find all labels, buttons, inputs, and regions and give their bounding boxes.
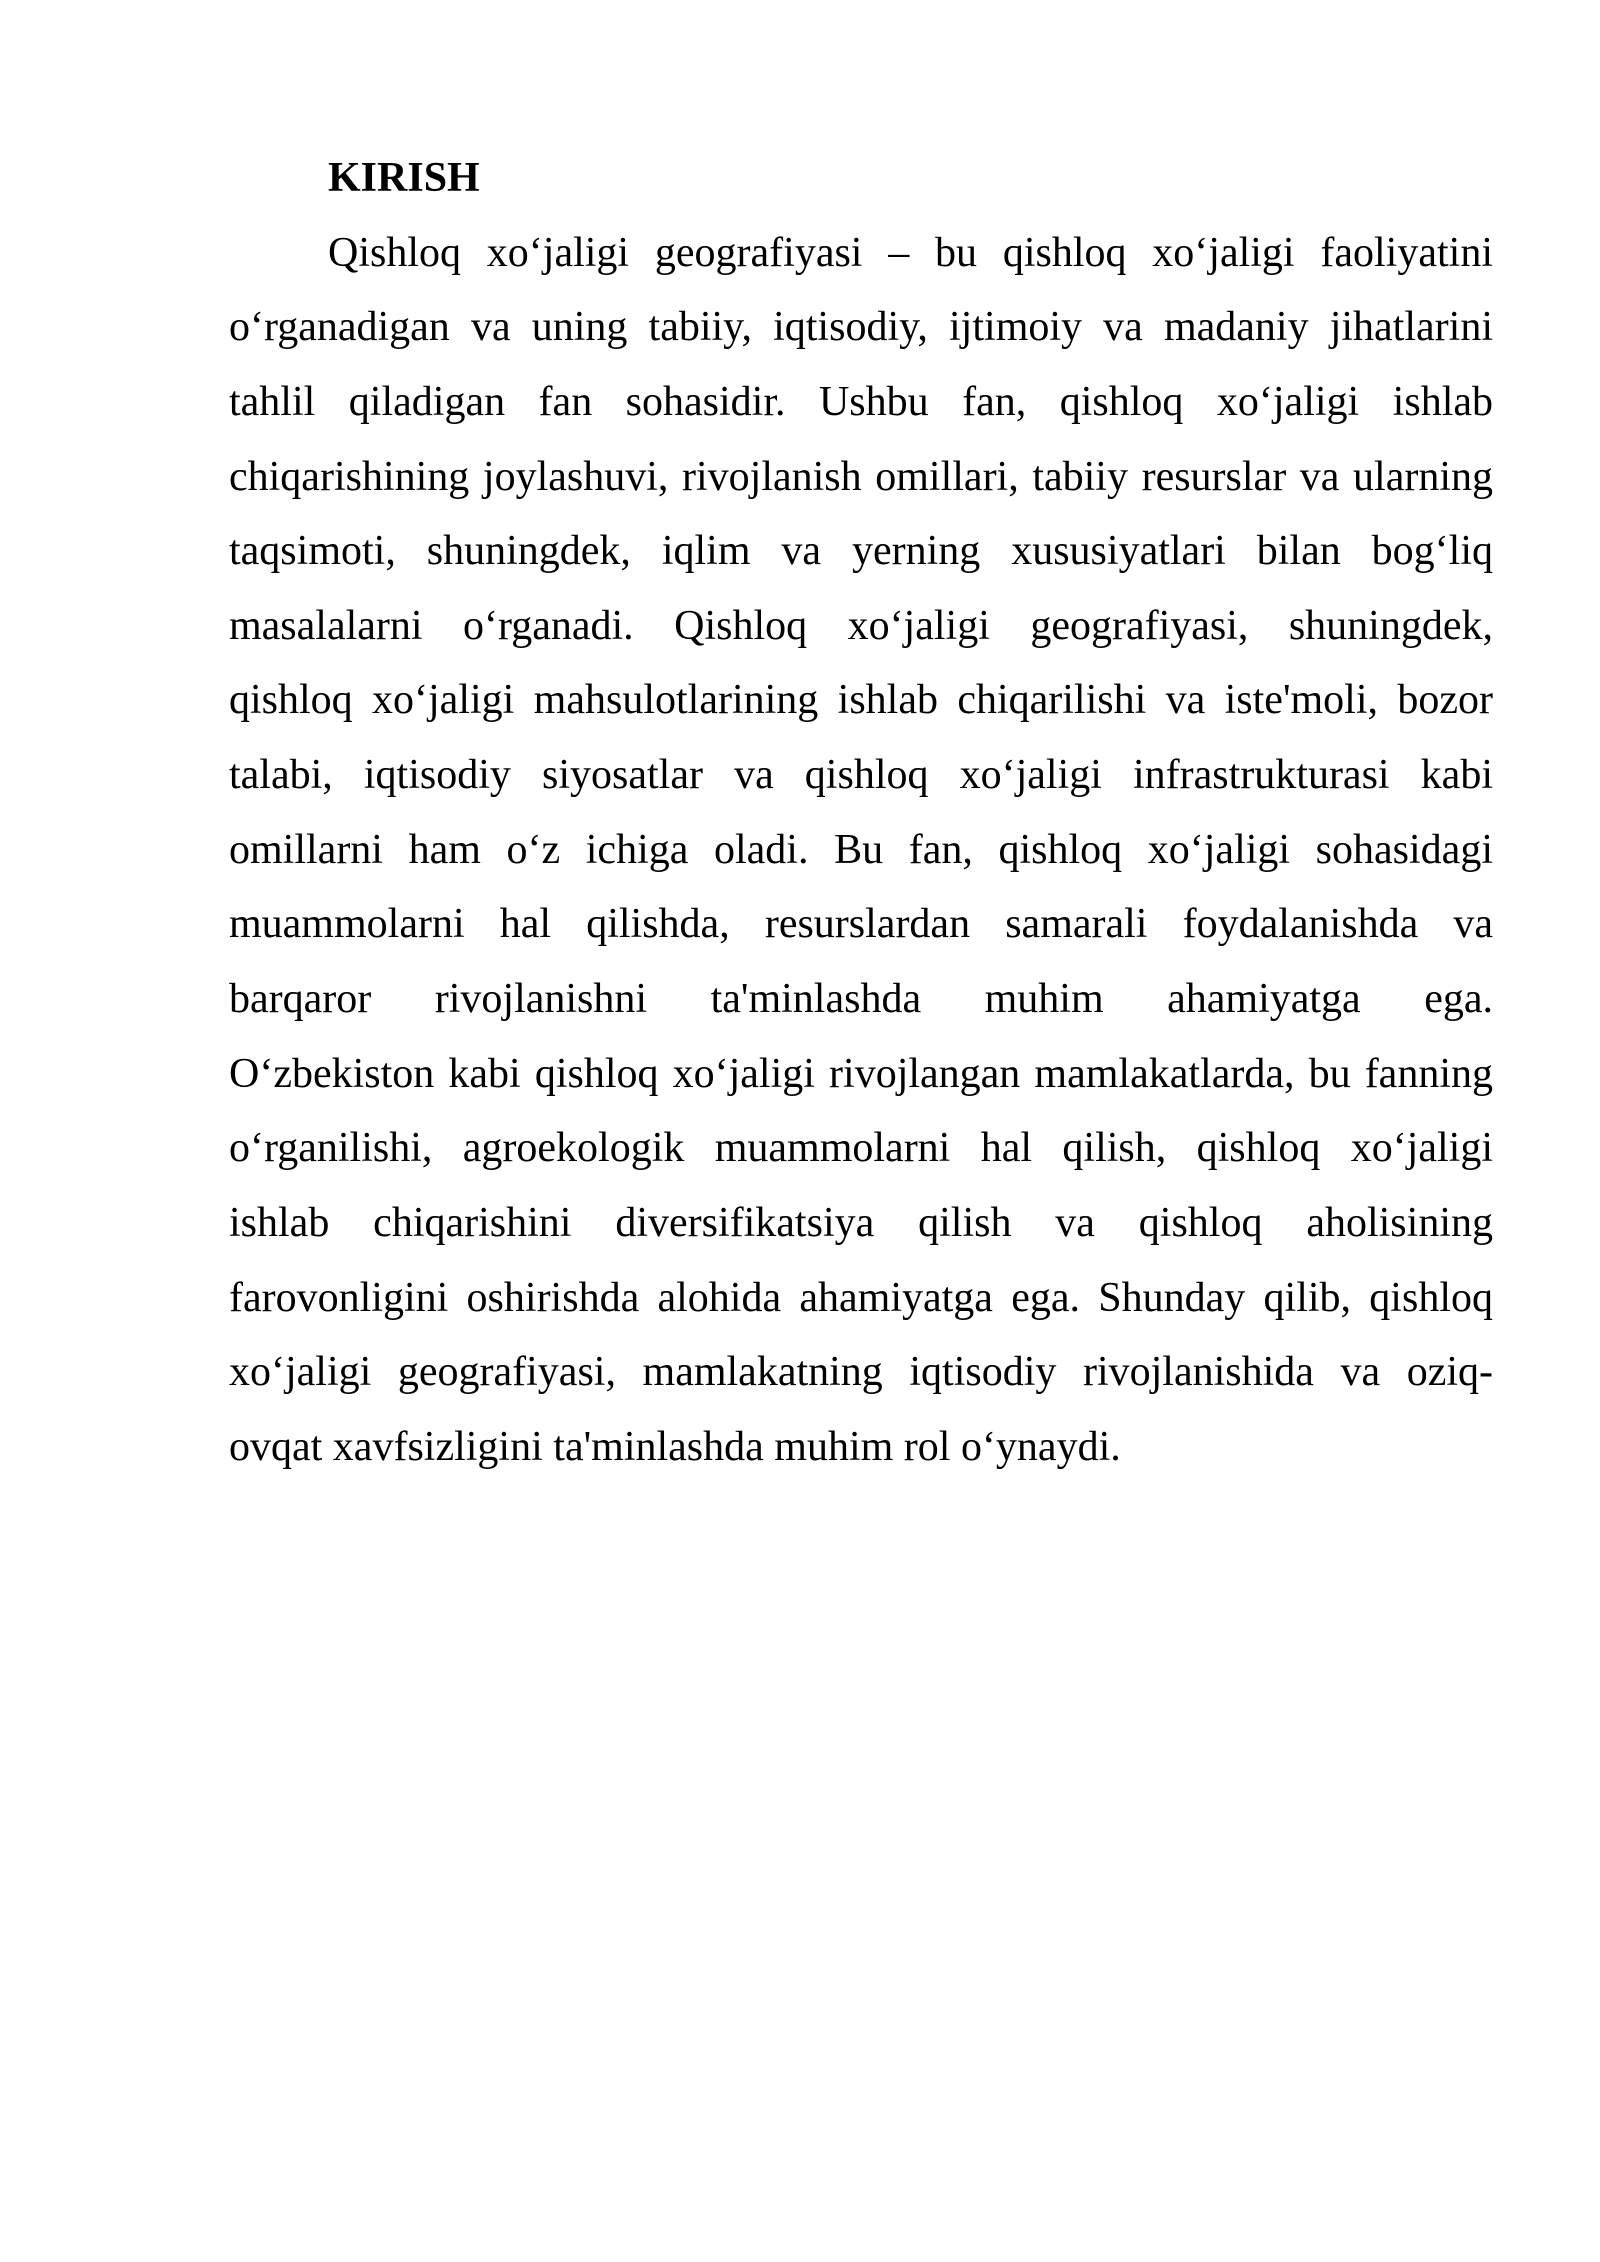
section-heading: KIRISH	[328, 155, 480, 201]
paragraph-line: o‘rganilishi, agroekologik muammolarni hal qilish, qishloq xo‘jaligi	[229, 1125, 1493, 1172]
paragraph-line: masalalarni o‘rganadi. Qishloq xo‘jaligi geografiyasi, shuningdek,	[229, 602, 1493, 649]
paragraph-line: xo‘jaligi geografiyasi, mamlakatning iqtisodiy rivojlanishida va oziq-	[229, 1349, 1493, 1396]
document-body	[229, 141, 1493, 1485]
paragraph-line: Qishloq xo‘jaligi geografiyasi – bu qishloq xo‘jaligi faoliyatini	[328, 229, 1493, 276]
paragraph-line: O‘zbekiston kabi qishloq xo‘jaligi rivojlangan mamlakatlarda, bu fanning	[229, 1050, 1493, 1097]
paragraph-line: barqaror rivojlanishni ta'minlashda muhim ahamiyatga ega.	[229, 976, 1493, 1023]
paragraph-line: taqsimoti, shuningdek, iqlim va yerning xususiyatlari bilan bog‘liq	[229, 528, 1493, 575]
paragraph-line: o‘rganadigan va uning tabiiy, iqtisodiy, ijtimoiy va madaniy jihatlarini	[229, 304, 1493, 351]
paragraph-line: farovonligini oshirishda alohida ahamiyatga ega. Shunday qilib, qishloq	[229, 1274, 1493, 1321]
paragraph-line: qishloq xo‘jaligi mahsulotlarining ishlab chiqarilishi va iste'moli, bozor	[229, 677, 1493, 724]
paragraph-line: omillarni ham o‘z ichiga oladi. Bu fan, qishloq xo‘jaligi sohasidagi	[229, 826, 1493, 873]
paragraph-line: talabi, iqtisodiy siyosatlar va qishloq xo‘jaligi infrastrukturasi kabi	[229, 752, 1493, 799]
paragraph-line: tahlil qiladigan fan sohasidir. Ushbu fan, qishloq xo‘jaligi ishlab	[229, 378, 1493, 425]
paragraph-line: ishlab chiqarishini diversifikatsiya qilish va qishloq aholisining	[229, 1199, 1493, 1246]
paragraph-line: muammolarni hal qilishda, resurslardan samarali foydalanishda va	[229, 901, 1493, 948]
paragraph	[229, 216, 1493, 1485]
paragraph-line: ovqat xavfsizligini ta'minlashda muhim rol o‘ynaydi.	[229, 1423, 1121, 1470]
paragraph-line: chiqarishining joylashuvi, rivojlanish omillari, tabiiy resurslar va ularning	[229, 453, 1493, 500]
